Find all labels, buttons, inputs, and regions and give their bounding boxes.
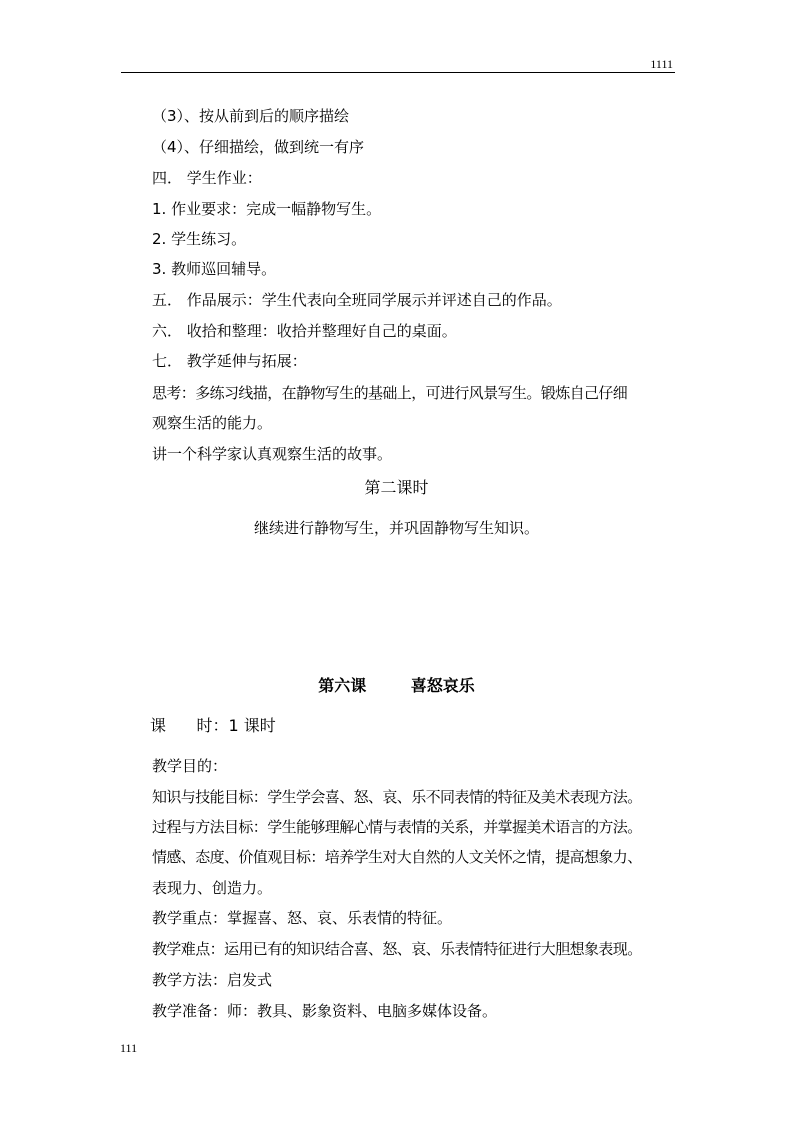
footer-page-number: 111 xyxy=(120,1041,138,1055)
text-line: 教学难点：运用已有的知识结合喜、怒、哀、乐表情特征进行大胆想象表现。 xyxy=(152,940,642,958)
text-line: 七． 教学延伸与拓展： xyxy=(152,352,307,370)
text-line: 思考：多练习线描，在静物写生的基础上，可进行风景写生。锻炼自己仔细 xyxy=(152,384,628,402)
second-period-text: 继续进行静物写生，并巩固静物写生知识。 xyxy=(253,519,539,537)
header-rule xyxy=(121,72,675,73)
second-period-title: 第二课时 xyxy=(364,478,429,497)
text-line: 五． 作品展示：学生代表向全班同学展示并评述自己的作品。 xyxy=(152,291,562,309)
text-line: 过程与方法目标：学生能够理解心情与表情的关系，并掌握美术语言的方法。 xyxy=(152,818,642,836)
text-line: 知识与技能目标：学生学会喜、怒、哀、乐不同表情的特征及美术表现方法。 xyxy=(152,788,642,806)
text-line: 2. 学生练习。 xyxy=(152,230,247,248)
text-line: 教学重点：掌握喜、怒、哀、乐表情的特征。 xyxy=(152,909,453,927)
text-line: 讲一个科学家认真观察生活的故事。 xyxy=(152,445,393,463)
text-line: （4）、仔细描绘，做到统一有序 xyxy=(152,138,365,156)
text-line: 3. 教师巡回辅导。 xyxy=(152,260,277,278)
header-page-number: 1111 xyxy=(650,57,673,71)
text-line: 情感、态度、价值观目标：培养学生对大自然的人文关怀之情，提高想象力、 xyxy=(152,848,642,866)
text-line: 四． 学生作业： xyxy=(152,169,262,187)
lesson-title: 第六课 喜怒哀乐 xyxy=(318,676,475,695)
lesson-hours: 课 时：1 课时 xyxy=(150,716,276,735)
text-line: 1. 作业要求：完成一幅静物写生。 xyxy=(152,200,382,218)
text-line: 观察生活的能力。 xyxy=(152,414,273,432)
text-line: 教学目的： xyxy=(152,757,228,775)
text-line: （3）、按从前到后的顺序描绘 xyxy=(152,107,350,125)
text-line: 教学方法：启发式 xyxy=(152,971,273,989)
text-line: 教学准备：师：教具、影象资料、电脑多媒体设备。 xyxy=(152,1002,498,1020)
text-line: 表现力、创造力。 xyxy=(152,879,273,897)
text-line: 六． 收拾和整理：收拾并整理好自己的桌面。 xyxy=(152,322,457,340)
